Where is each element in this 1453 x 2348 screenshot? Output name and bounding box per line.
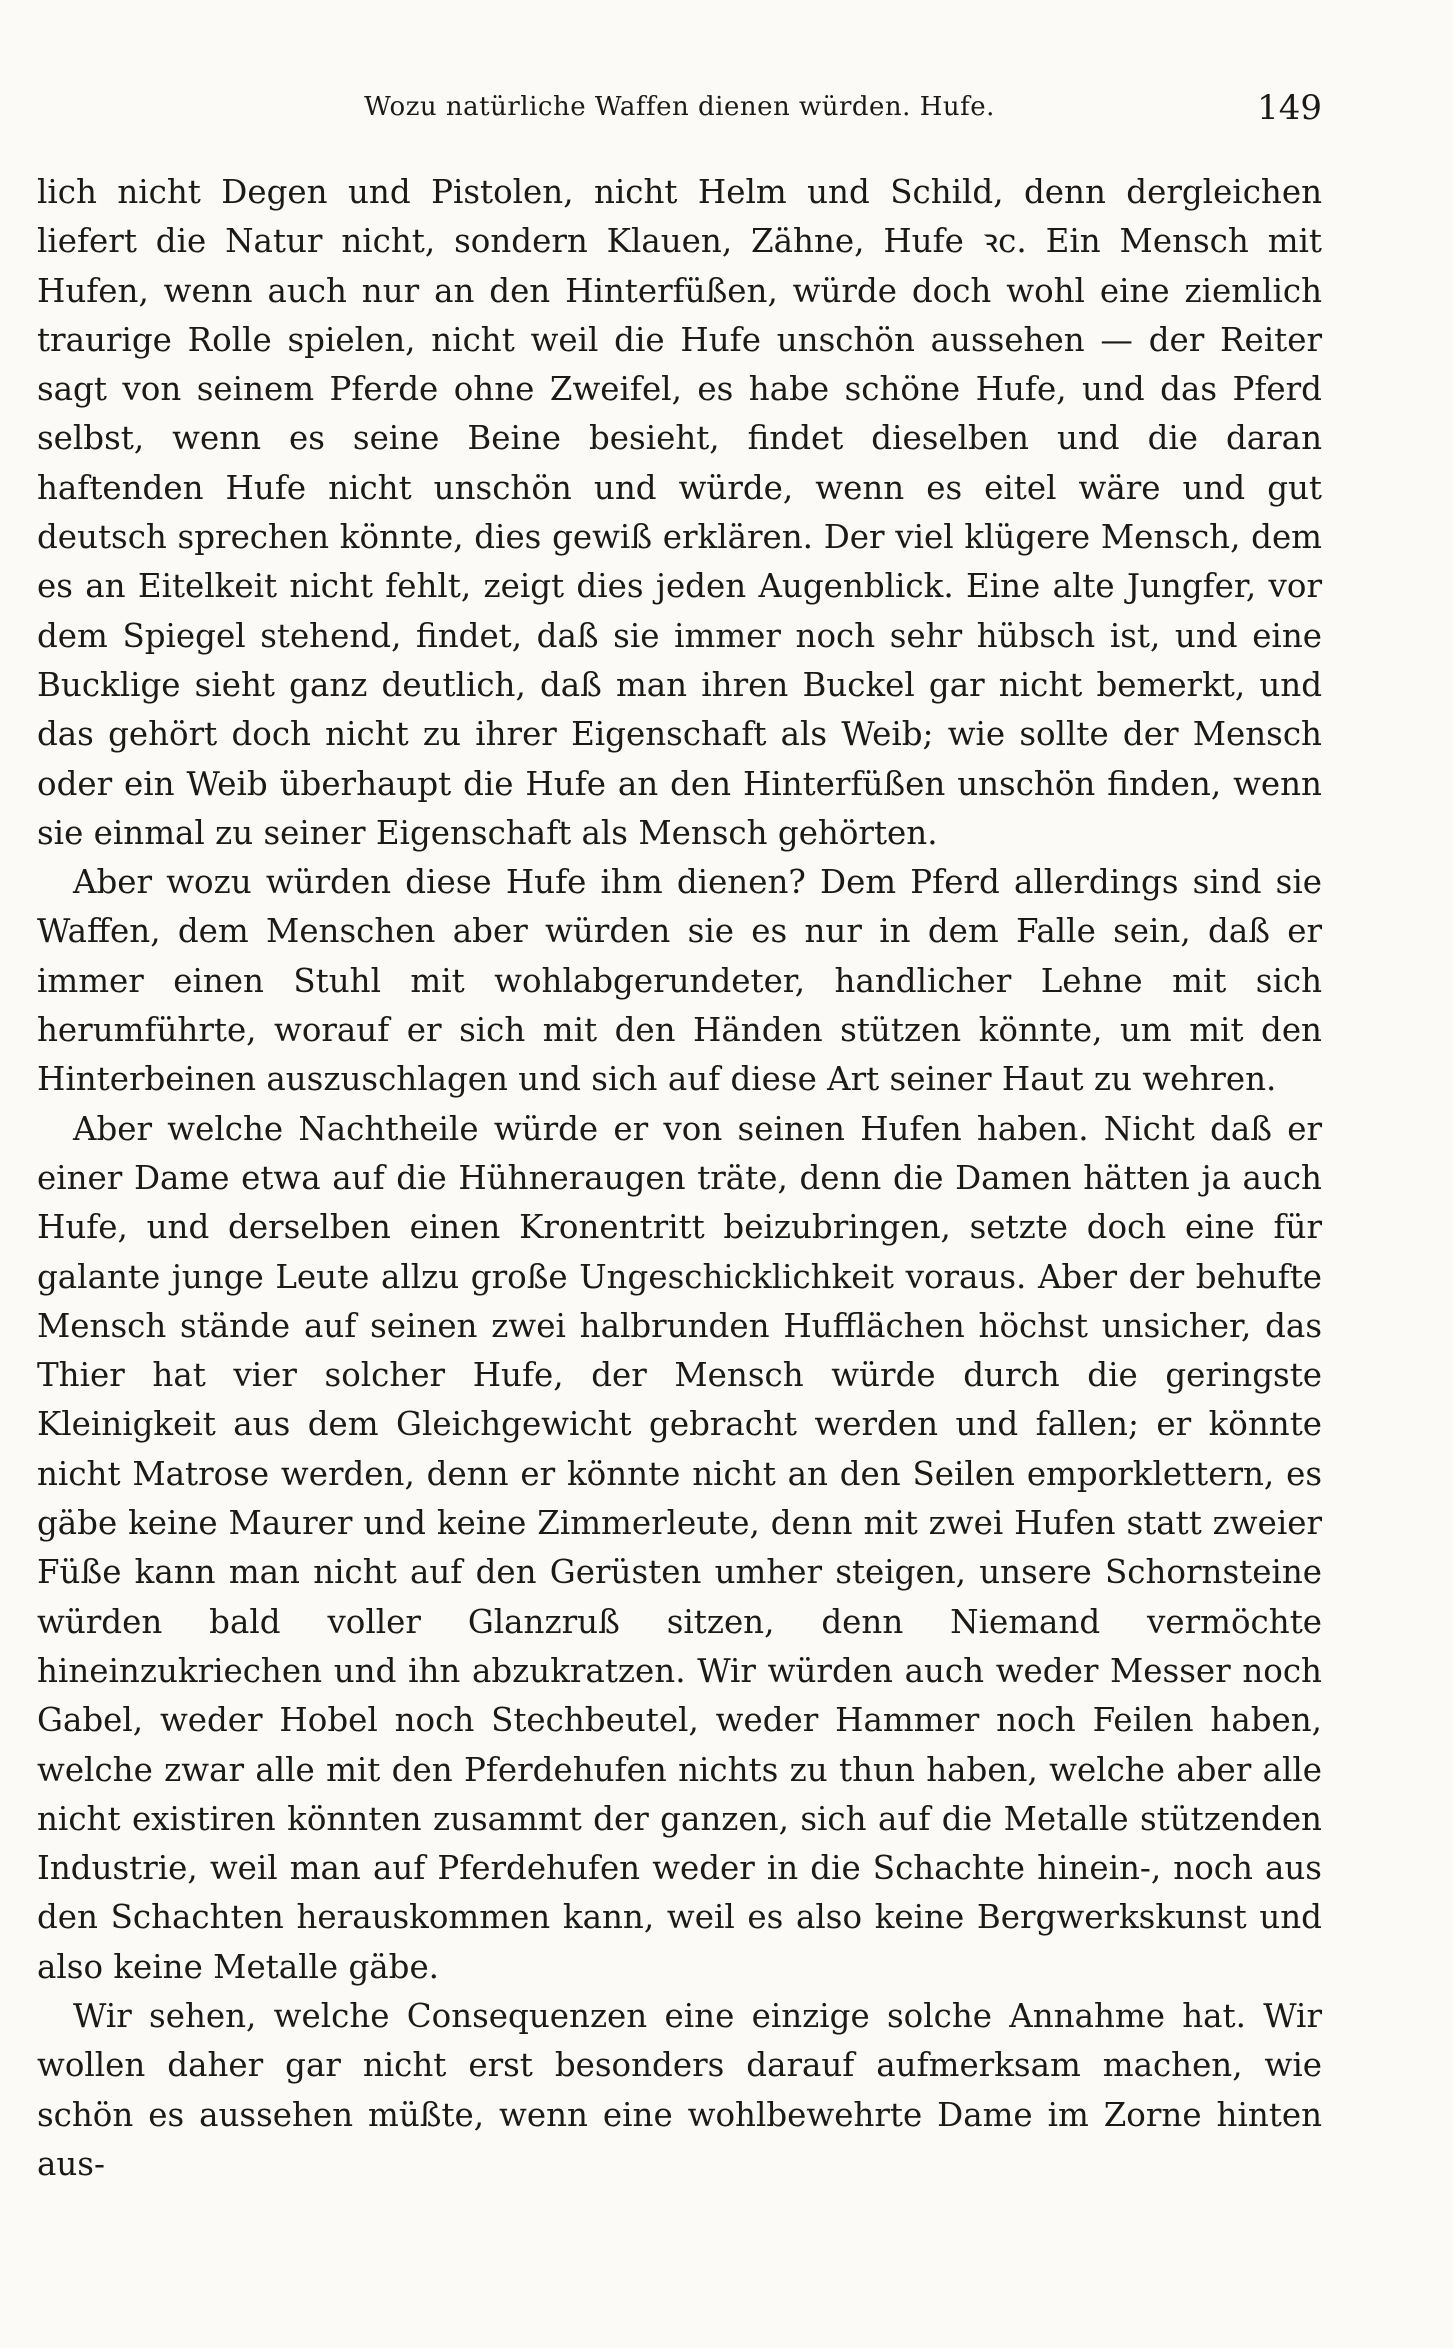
running-head-title: Wozu natürliche Waffen dienen würden. Hufe. bbox=[364, 92, 995, 122]
page-number: 149 bbox=[1257, 88, 1322, 128]
body-text bbox=[37, 168, 1322, 2189]
paragraph-4: Wir sehen, welche Consequenzen eine einzige solche Annahme hat. Wir wollen daher gar nicht erst besonders darauf aufmerksam machen, wie schön es aussehen müßte, wenn eine wohlbewehrte Dame im Zorne hinten aus- bbox=[37, 1996, 1322, 2183]
running-head bbox=[37, 88, 1322, 138]
paragraph-2: Aber wozu würden diese Hufe ihm dienen? Dem Pferd allerdings sind sie Waffen, dem Menschen aber würden sie es nur in dem Falle sein, daß er immer einen Stuhl mit wohlabgerundeter, handlicher Lehne mit sich herumführte, worauf er sich mit den Händen stützen könnte, um mit den Hinterbeinen auszuschlagen und sich auf diese Art seiner Haut zu wehren. bbox=[37, 863, 1322, 1099]
paragraph-1: lich nicht Degen und Pistolen, nicht Helm und Schild, denn dergleichen liefert die Natur nicht, sondern Klauen, Zähne, Hufe ꝛc. Ein Mensch mit Hufen, wenn auch nur an den Hinterfüßen, würde doch wohl eine ziemlich traurige Rolle spielen, nicht weil die Hufe unschön aussehen — der Reiter sagt von seinem Pferde ohne Zweifel, es habe schöne Hufe, und das Pferd selbst, wenn es seine Beine besieht, findet dieselben und die daran haftenden Hufe nicht unschön und würde, wenn es eitel wäre und gut deutsch sprechen könnte, dies gewiß erklären. Der viel klügere Mensch, dem es an Eitelkeit nicht fehlt, zeigt dies jeden Augenblick. Eine alte Jungfer, vor dem Spiegel stehend, findet, daß sie immer noch sehr hübsch ist, und eine Bucklige sieht ganz deutlich, daß man ihren Buckel gar nicht bemerkt, und das gehört doch nicht zu ihrer Eigenschaft als Weib; wie sollte der Mensch oder ein Weib überhaupt die Hufe an den Hinterfüßen unschön finden, wenn sie einmal zu seiner Eigenschaft als Mensch gehörten. bbox=[37, 173, 1322, 852]
paragraph-3: Aber welche Nachtheile würde er von seinen Hufen haben. Nicht daß er einer Dame etwa auf die Hühneraugen träte, denn die Damen hätten ja auch Hufe, und derselben einen Kronentritt beizubringen, setzte doch eine für galante junge Leute allzu große Ungeschicklichkeit voraus. Aber der behufte Mensch stände auf seinen zwei halbrunden Hufflächen höchst unsicher, das Thier hat vier solcher Hufe, der Mensch würde durch die geringste Kleinigkeit aus dem Gleichgewicht gebracht werden und fallen; er könnte nicht Matrose werden, denn er könnte nicht an den Seilen emporklettern, es gäbe keine Maurer und keine Zimmerleute, denn mit zwei Hufen statt zweier Füße kann man nicht auf den Gerüsten umher steigen, unsere Schornsteine würden bald voller Glanzruß sitzen, denn Niemand vermöchte hineinzukriechen und ihn abzukratzen. Wir würden auch weder Messer noch Gabel, weder Hobel noch Stechbeutel, weder Hammer noch Feilen haben, welche zwar alle mit den Pferdehufen nichts zu thun haben, welche aber alle nicht existiren könnten zusammt der ganzen, sich auf die Metalle stützenden Industrie, weil man auf Pferdehufen weder in die Schachte hinein-, noch aus den Schachten herauskommen kann, weil es also keine Bergwerkskunst und also keine Metalle gäbe. bbox=[37, 1109, 1322, 1986]
